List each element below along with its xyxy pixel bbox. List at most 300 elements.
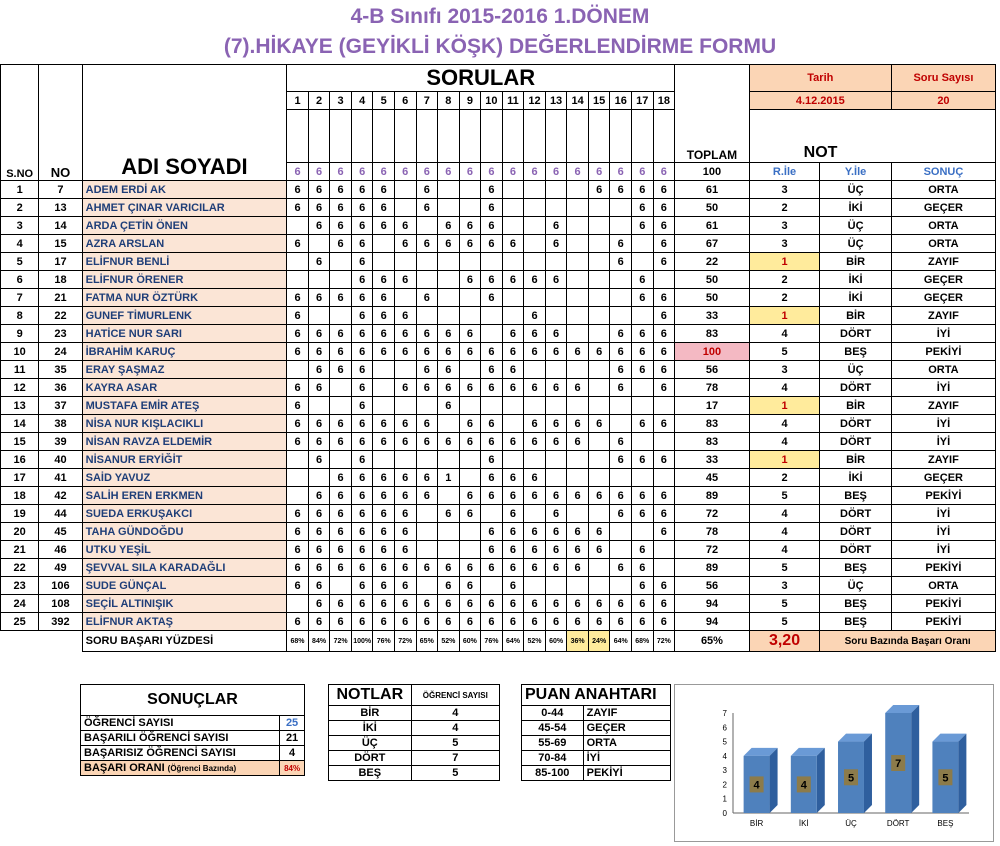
row-sonuc: PEKİYİ [891,487,995,505]
row-answer: 6 [351,541,373,559]
row-answer: 6 [287,307,309,325]
notlar-label: BİR [329,706,412,721]
row-answer: 6 [330,523,352,541]
row-answer: 6 [308,505,330,523]
row-sonuc: GEÇER [891,469,995,487]
row-answer: 6 [373,577,395,595]
row-yile: BİR [820,253,892,271]
row-answer: 6 [502,559,524,577]
question-percent: 84% [308,631,330,652]
row-answer [502,397,524,415]
question-percent: 65% [416,631,438,652]
row-answer: 6 [481,433,503,451]
row-yile: İKİ [820,271,892,289]
row-answer: 6 [631,415,653,433]
row-answer: 6 [308,253,330,271]
row-answer: 6 [459,271,481,289]
row-answer: 6 [351,559,373,577]
row-sonuc: ZAYIF [891,397,995,415]
basari-orani-text: BAŞARI ORANI [84,762,165,774]
row-answer: 6 [287,397,309,415]
row-answer [588,361,610,379]
row-answer [438,271,460,289]
row-answer: 6 [502,361,524,379]
row-name: NİSA NUR KIŞLACIKLI [82,415,287,433]
row-answer [502,289,524,307]
row-answer: 6 [438,343,460,361]
row-answer [394,199,416,217]
row-answer: 6 [373,433,395,451]
row-answer: 6 [610,505,632,523]
row-total: 94 [675,595,750,613]
row-answer [438,289,460,307]
row-answer [394,181,416,199]
row-answer: 6 [416,595,438,613]
row-answer: 6 [653,343,675,361]
table-row [1,469,996,487]
row-answer: 6 [631,541,653,559]
row-answer: 6 [330,343,352,361]
row-answer: 6 [416,325,438,343]
row-rile: 2 [749,289,820,307]
row-yile: İKİ [820,199,892,217]
row-yile: DÖRT [820,541,892,559]
row-answer [287,451,309,469]
row-total: 50 [675,289,750,307]
row-total: 45 [675,469,750,487]
row-total: 72 [675,505,750,523]
row-answer: 6 [287,343,309,361]
row-answer [588,451,610,469]
row-answer: 6 [373,307,395,325]
row-answer [631,235,653,253]
row-sonuc: ZAYIF [891,451,995,469]
question-percent: 52% [438,631,460,652]
row-answer [567,397,589,415]
table-row [1,379,996,397]
row-answer: 6 [524,469,546,487]
row-rile: 3 [749,235,820,253]
row-yile: BEŞ [820,595,892,613]
row-answer [502,181,524,199]
row-answer: 6 [588,613,610,631]
row-answer [373,253,395,271]
y-tick-label: 3 [722,766,727,776]
row-rile: 4 [749,523,820,541]
table-row [1,613,996,631]
row-answer: 6 [351,613,373,631]
row-yile: İKİ [820,289,892,307]
row-answer: 6 [459,595,481,613]
row-answer: 6 [545,325,567,343]
row-answer [524,217,546,235]
row-answer: 6 [567,595,589,613]
question-percent: 36% [567,631,589,652]
row-rile: 2 [749,199,820,217]
row-rile: 4 [749,541,820,559]
row-total: 17 [675,397,750,415]
row-answer [631,433,653,451]
question-blank [308,110,330,163]
row-answer: 6 [373,271,395,289]
row-answer: 6 [394,541,416,559]
row-answer [438,541,460,559]
row-answer: 6 [351,505,373,523]
row-no: 49 [39,559,82,577]
anahtar-label: İYİ [583,751,670,766]
row-answer: 6 [631,217,653,235]
row-answer [524,505,546,523]
question-percent: 60% [545,631,567,652]
row-answer [308,271,330,289]
row-answer: 6 [567,523,589,541]
row-answer [610,577,632,595]
row-answer: 6 [588,343,610,361]
question-number: 7 [416,92,438,110]
row-name: NİSANUR ERYİĞİT [82,451,287,469]
row-answer [545,469,567,487]
row-total: 50 [675,271,750,289]
question-points: 6 [567,163,589,181]
row-sonuc: PEKİYİ [891,595,995,613]
row-answer: 6 [459,433,481,451]
row-answer: 6 [351,307,373,325]
row-answer: 6 [481,199,503,217]
row-answer [653,559,675,577]
row-answer [588,199,610,217]
sorular-header: SORULAR [287,65,675,92]
row-answer: 6 [610,379,632,397]
row-yile: DÖRT [820,325,892,343]
row-answer [416,451,438,469]
row-answer: 6 [373,559,395,577]
row-answer [416,307,438,325]
row-answer: 6 [351,289,373,307]
row-answer: 6 [524,271,546,289]
row-sno: 9 [1,325,39,343]
row-name: HATİCE NUR SARI [82,325,287,343]
toplam-header: TOPLAM [675,65,750,163]
row-sno: 15 [1,433,39,451]
row-answer: 6 [481,613,503,631]
row-sonuc: GEÇER [891,271,995,289]
row-total: 78 [675,523,750,541]
row-yile: DÖRT [820,505,892,523]
y-tick-label: 0 [722,809,727,818]
row-no: 14 [39,217,82,235]
row-answer: 6 [524,613,546,631]
row-total: 100 [675,343,750,361]
row-answer: 6 [653,613,675,631]
row-answer [524,181,546,199]
row-yile: ÜÇ [820,181,892,199]
row-answer: 6 [373,505,395,523]
row-answer [438,523,460,541]
row-answer [631,469,653,487]
row-sno: 17 [1,469,39,487]
row-answer: 6 [502,469,524,487]
row-sonuc: ORTA [891,235,995,253]
row-answer [438,415,460,433]
row-answer: 6 [631,199,653,217]
evaluation-table [0,64,996,652]
table-row [1,451,996,469]
row-answer: 6 [524,559,546,577]
row-answer: 6 [502,433,524,451]
row-answer: 6 [502,487,524,505]
row-answer: 6 [502,595,524,613]
row-answer: 6 [287,289,309,307]
row-total: 61 [675,217,750,235]
row-rile: 3 [749,577,820,595]
row-total: 89 [675,559,750,577]
row-total: 67 [675,235,750,253]
row-answer [524,199,546,217]
row-rile: 3 [749,181,820,199]
table-row [1,343,996,361]
row-answer [567,181,589,199]
row-answer: 6 [287,505,309,523]
row-answer: 6 [394,271,416,289]
row-answer: 6 [631,505,653,523]
row-answer: 6 [459,559,481,577]
row-sno: 25 [1,613,39,631]
row-no: 18 [39,271,82,289]
row-total: 33 [675,451,750,469]
row-answer: 6 [394,415,416,433]
footer-label: SORU BAŞARI YÜZDESİ [82,631,287,652]
row-answer: 6 [351,451,373,469]
row-answer: 6 [610,325,632,343]
row-answer [631,379,653,397]
soru-sayisi-value: 20 [891,92,995,110]
row-answer [394,361,416,379]
question-blank [631,110,653,163]
question-points: 6 [610,163,632,181]
row-sno: 2 [1,199,39,217]
row-answer: 6 [567,379,589,397]
row-answer: 6 [631,325,653,343]
question-number: 16 [610,92,632,110]
row-answer: 6 [287,541,309,559]
row-answer [567,361,589,379]
row-sonuc: İYİ [891,433,995,451]
row-answer: 6 [524,523,546,541]
row-answer: 6 [653,289,675,307]
row-answer: 6 [481,379,503,397]
row-sno: 14 [1,415,39,433]
question-blank [588,110,610,163]
row-answer: 6 [287,181,309,199]
row-answer [610,307,632,325]
row-answer: 6 [502,271,524,289]
row-answer: 6 [524,595,546,613]
question-number: 13 [545,92,567,110]
row-answer: 6 [330,415,352,433]
row-name: SAİD YAVUZ [82,469,287,487]
row-answer: 6 [610,451,632,469]
row-answer: 6 [653,361,675,379]
row-answer: 6 [653,415,675,433]
notlar-label: DÖRT [329,751,412,766]
sonuclar-table [80,684,305,776]
row-rile: 2 [749,271,820,289]
row-answer: 6 [351,235,373,253]
row-name: NİSAN RAVZA ELDEMİR [82,433,287,451]
row-answer [416,505,438,523]
question-blank [330,110,352,163]
row-no: 106 [39,577,82,595]
row-answer: 6 [545,217,567,235]
notlar-label: BEŞ [329,766,412,781]
row-rile: 1 [749,397,820,415]
row-answer: 6 [481,541,503,559]
row-answer: 6 [351,469,373,487]
anahtar-label: PEKİYİ [583,766,670,781]
table-row [1,487,996,505]
row-answer: 6 [524,325,546,343]
row-no: 15 [39,235,82,253]
question-points: 6 [351,163,373,181]
row-answer: 6 [394,613,416,631]
row-answer [588,253,610,271]
row-answer: 6 [481,343,503,361]
row-answer: 6 [330,433,352,451]
footer-blank [1,631,83,652]
question-percent: 100% [351,631,373,652]
notlar-title: NOTLAR [329,685,412,706]
row-answer [524,235,546,253]
question-blank [416,110,438,163]
row-answer: 6 [308,433,330,451]
row-answer [567,451,589,469]
row-answer [524,397,546,415]
row-answer [545,361,567,379]
row-answer: 6 [351,253,373,271]
row-answer: 6 [438,217,460,235]
soru-sayisi-label: Soru Sayısı [891,65,995,92]
row-rile: 1 [749,451,820,469]
row-answer: 6 [545,613,567,631]
row-answer: 6 [438,325,460,343]
row-answer: 6 [330,325,352,343]
question-points: 6 [588,163,610,181]
row-answer: 6 [610,235,632,253]
row-answer: 6 [481,271,503,289]
row-answer: 6 [330,559,352,577]
table-row [1,235,996,253]
question-points: 6 [502,163,524,181]
table-row [1,541,996,559]
row-answer: 6 [373,325,395,343]
row-answer: 6 [416,289,438,307]
row-sonuc: İYİ [891,541,995,559]
row-answer: 6 [330,181,352,199]
question-blank [481,110,503,163]
row-answer: 6 [567,541,589,559]
row-name: ELİFNUR ÖRENER [82,271,287,289]
anahtar-range: 85-100 [522,766,584,781]
row-sonuc: GEÇER [891,199,995,217]
table-row [1,289,996,307]
row-answer: 6 [416,343,438,361]
row-total: 50 [675,199,750,217]
row-answer: 6 [653,379,675,397]
question-blank [545,110,567,163]
row-answer: 6 [308,577,330,595]
notlar-subtitle: ÖĞRENCİ SAYISI [411,685,499,706]
row-answer [588,217,610,235]
row-answer: 6 [631,181,653,199]
row-rile: 4 [749,433,820,451]
bar-value-label: 7 [895,758,902,770]
row-answer: 6 [308,451,330,469]
row-no: 21 [39,289,82,307]
row-answer [416,523,438,541]
row-yile: DÖRT [820,379,892,397]
notlar-label: ÜÇ [329,736,412,751]
row-name: FATMA NUR ÖZTÜRK [82,289,287,307]
row-answer: 6 [351,415,373,433]
sonuclar-value: 21 [280,731,305,746]
row-answer [373,397,395,415]
row-answer [545,451,567,469]
row-sno: 4 [1,235,39,253]
question-blank [610,110,632,163]
row-answer [373,235,395,253]
row-sonuc: İYİ [891,523,995,541]
not-header: NOT [749,110,891,163]
row-rile: 3 [749,361,820,379]
notlar-value: 5 [411,766,499,781]
row-yile: BEŞ [820,613,892,631]
row-answer: 6 [438,379,460,397]
row-answer [567,325,589,343]
row-no: 44 [39,505,82,523]
row-answer: 6 [481,235,503,253]
row-answer: 6 [588,595,610,613]
row-answer: 6 [416,433,438,451]
row-answer: 6 [416,613,438,631]
anahtar-range: 45-54 [522,721,584,736]
row-no: 41 [39,469,82,487]
row-total: 56 [675,361,750,379]
row-answer [459,397,481,415]
row-answer: 6 [653,487,675,505]
row-answer [588,379,610,397]
question-points: 6 [287,163,309,181]
table-row [1,199,996,217]
row-total: 61 [675,181,750,199]
question-percent: 52% [524,631,546,652]
row-yile: BEŞ [820,487,892,505]
row-answer [545,289,567,307]
footer-total-pct: 65% [675,631,750,652]
row-answer [524,361,546,379]
row-answer: 6 [610,487,632,505]
tarih-label: Tarih [749,65,891,92]
row-answer [459,253,481,271]
row-answer [416,397,438,415]
row-answer [524,289,546,307]
sonuclar-value: 4 [280,746,305,761]
row-no: 23 [39,325,82,343]
row-answer: 6 [308,541,330,559]
anahtar-range: 55-69 [522,736,584,751]
row-answer [567,289,589,307]
row-answer [610,469,632,487]
row-answer: 6 [394,379,416,397]
